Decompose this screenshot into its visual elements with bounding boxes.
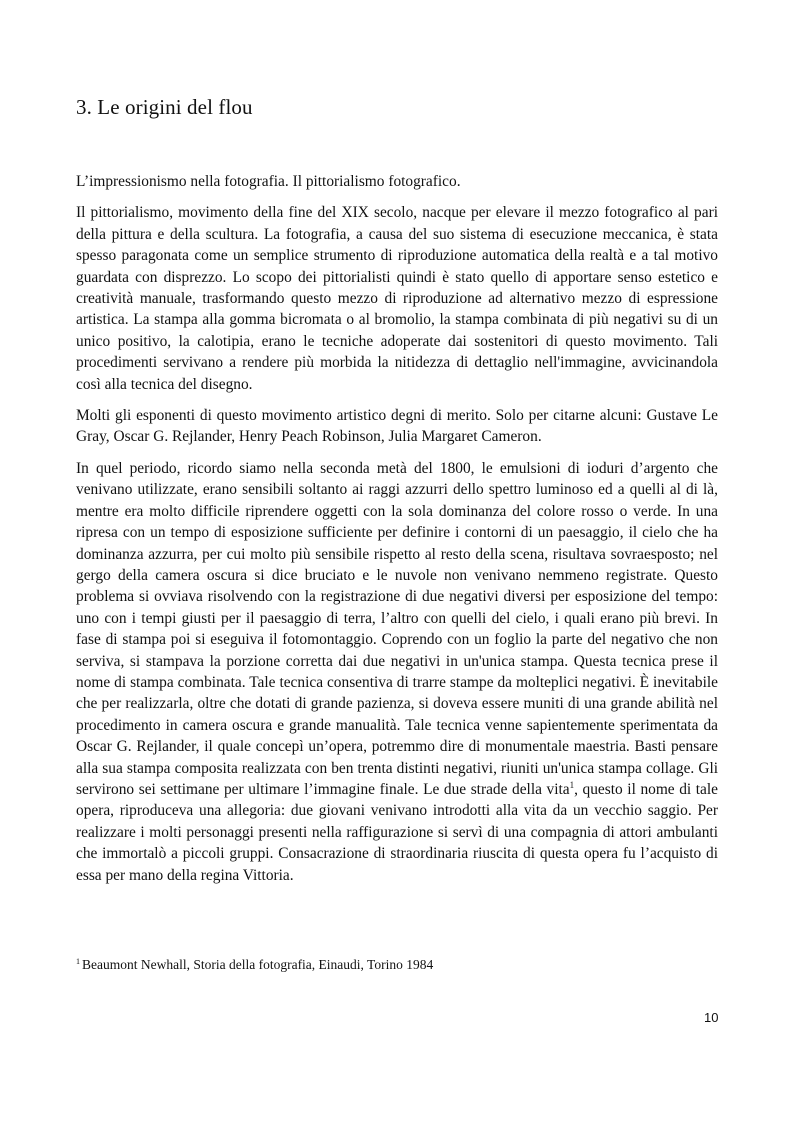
paragraph-text-before-note: In quel periodo, ricordo siamo nella seconda metà del 1800, le emulsioni di ioduri d’argento che venivano utilizzate, erano sensibili soltanto ai raggi azzurri dello spettro luminoso ed a quelli al di là, mentre era molto difficile riprendere oggetti con la sola dominanza del colore rosso o verde. In una ripresa con un tempo di esposizione sufficiente per definire i contorni di un paesaggio, il cielo che ha dominanza azzurra, per cui molto più sensibile rispetto al resto della scena, risultava sovraesposto; nel gergo della camera oscura si dice bruciato e le nuvole non venivano nemmeno registrate. Questo problema si ovviava risolvendo con la registrazione di due negativi diversi per esposizione del tempo: uno con i tempi giusti per il paesaggio di terra, l’altro con quelli del cielo, i quali erano più brevi. In fase di stampa poi si eseguiva il fotomontaggio. Coprendo con un foglio la parte del negativo che non serviva, si stampava la porzione corretta dai due negativi in un'unica stampa. Questa tecnica prese il nome di stampa combinata. Tale tecnica consentiva di trarre stampe da molteplici negativi. È inevitabile che per realizzarla, oltre che dotati di grande pazienza, si doveva essere muniti di una grande abilità nel procedimento in camera oscura e grande manualità. Tale tecnica venne sapientemente sperimentata da Oscar G. Rejlander, il quale concepì un’opera, potremmo dire di monumentale maestria. Basti pensare alla sua stampa composita realizzata con ben trenta distinti negativi, riuniti un'unica stampa collage. Gli servirono sei settimane per ultimare l’immagine finale. Le due strade della vita	[76, 459, 718, 798]
footnote-number: 1	[76, 956, 80, 966]
paragraph-stampa-combinata	[76, 458, 718, 886]
section-subtitle: L’impressionismo nella fotografia. Il pittorialismo fotografico.	[76, 173, 461, 190]
footnote-text: Beaumont Newhall, Storia della fotografia, Einaudi, Torino 1984	[82, 957, 434, 972]
body-text	[76, 171, 718, 896]
footnote	[76, 956, 718, 974]
chapter-title: 3. Le origini del flou	[76, 95, 253, 119]
page-number: 10	[704, 1010, 719, 1025]
paragraph-esponenti: Molti gli esponenti di questo movimento artistico degni di merito. Solo per citarne alcuni: Gustave Le Gray, Oscar G. Rejlander, Henry Peach Robinson, Julia Margaret Cameron.	[76, 407, 718, 446]
paragraph-pittorialismo: Il pittorialismo, movimento della fine del XIX secolo, nacque per elevare il mezzo fotografico al pari della pittura e della scultura. La fotografia, a causa del suo sistema di esecuzione meccanica, è stata spesso paragonata come un semplice strumento di riproduzione automatica della realtà e a tal motivo guardata con disprezzo. Lo scopo dei pittorialisti quindi è stato quello di apportare senso estetico e creatività manuale, trasformando questo mezzo di riproduzione ad alternativo mezzo di espressione artistica. La stampa alla gomma bicromata o al bromolio, la stampa combinata di più negativi su di un unico positivo, la calotipia, erano le tecniche adoperate dai sostenitori di questo movimento. Tali procedimenti servivano a rendere più morbida la nitidezza di dettaglio nell'immagine, avvicinandola così alla tecnica del disegno.	[76, 204, 718, 393]
paragraph-text-after-note: , questo il nome di tale opera, riproduceva una allegoria: due giovani venivano introdotti alla vita da un vecchio saggio. Per realizzare i molti personaggi presenti nella raffigurazione si servì di una compagnia di attori ambulanti che immortalò a piccoli gruppi. Consacrazione di straordinaria riuscita di questa opera fu l’acquisto di essa per mano della regina Vittoria.	[76, 780, 718, 884]
footnote-reference[interactable]: 1	[569, 779, 575, 790]
